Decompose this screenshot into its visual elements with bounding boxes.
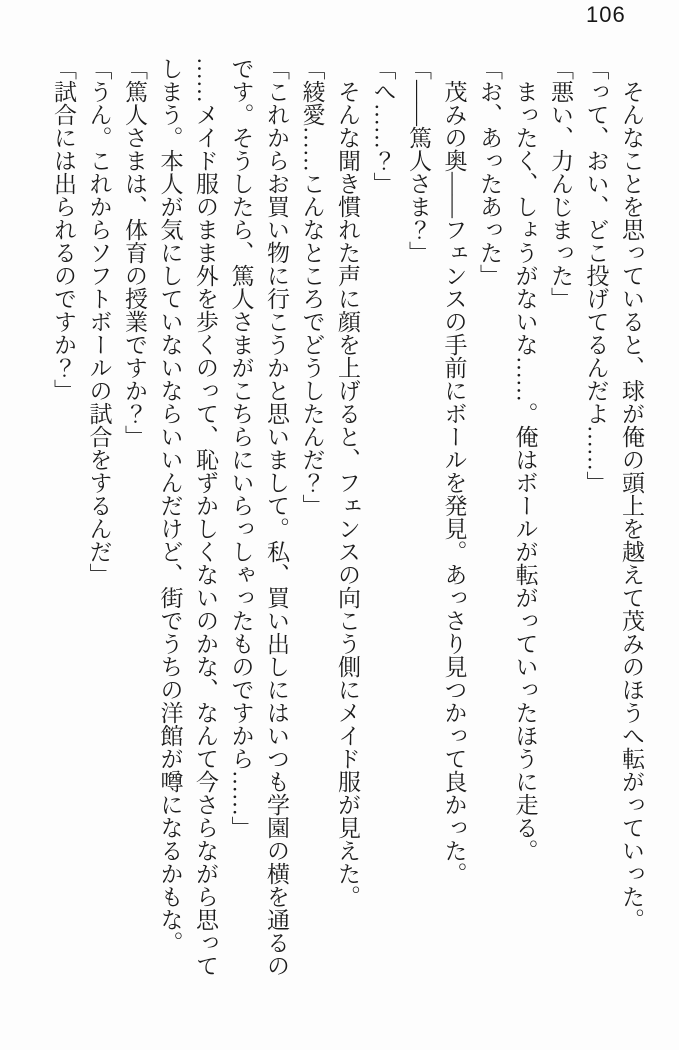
page-number: 106 — [586, 2, 626, 27]
paragraph: 「――篤人さま？」 — [406, 57, 431, 264]
paragraph: 「うん。これからソフトボールの試合をするんだ」 — [86, 57, 112, 586]
paragraph: 「篤人さまは、体育の授業ですか？」 — [122, 57, 147, 448]
body-text — [46, 57, 650, 979]
paragraph: 「って、おい、どこ投げてるんだよ……」 — [583, 57, 609, 494]
paragraph: ……メイド服のまま外を歩くのって、恥ずかしくないのかな、なんて今さらながら思ってしまう。本人が気にしていないならいいんだけど、街でうちの洋館が噂になるかもな。 — [157, 57, 218, 977]
paragraph: まったく、しょうがないな……。俺はボールが転がっていったほうに走る。 — [512, 80, 538, 862]
paragraph: 「悪い、力んじまった」 — [548, 57, 573, 310]
paragraph: 「試合には出られるのですか？」 — [51, 57, 76, 402]
paragraph: 「お、あったあった」 — [477, 57, 502, 287]
paragraph: 「綾愛……こんなところでどうしたんだ？」 — [299, 57, 325, 517]
paragraph: 「これからお買い物に行こうかと思いまして。私、買い出しにはいつも学園の横を通るのです。そうしたら、篤人さまがこちらにいらっしゃったものですから……」 — [228, 57, 289, 977]
paragraph: 茂みの奥――フェンスの手前にボールを発見。あっさり見つかって良かった。 — [441, 80, 467, 885]
paragraph: 「へ……？」 — [370, 57, 396, 195]
paragraph: そんな聞き慣れた声に顔を上げると、フェンスの向こう側にメイド服が見えた。 — [335, 80, 360, 908]
paragraph: そんなことを思っていると、球が俺の頭上を越えて茂みのほうへ転がっていった。 — [619, 80, 644, 931]
